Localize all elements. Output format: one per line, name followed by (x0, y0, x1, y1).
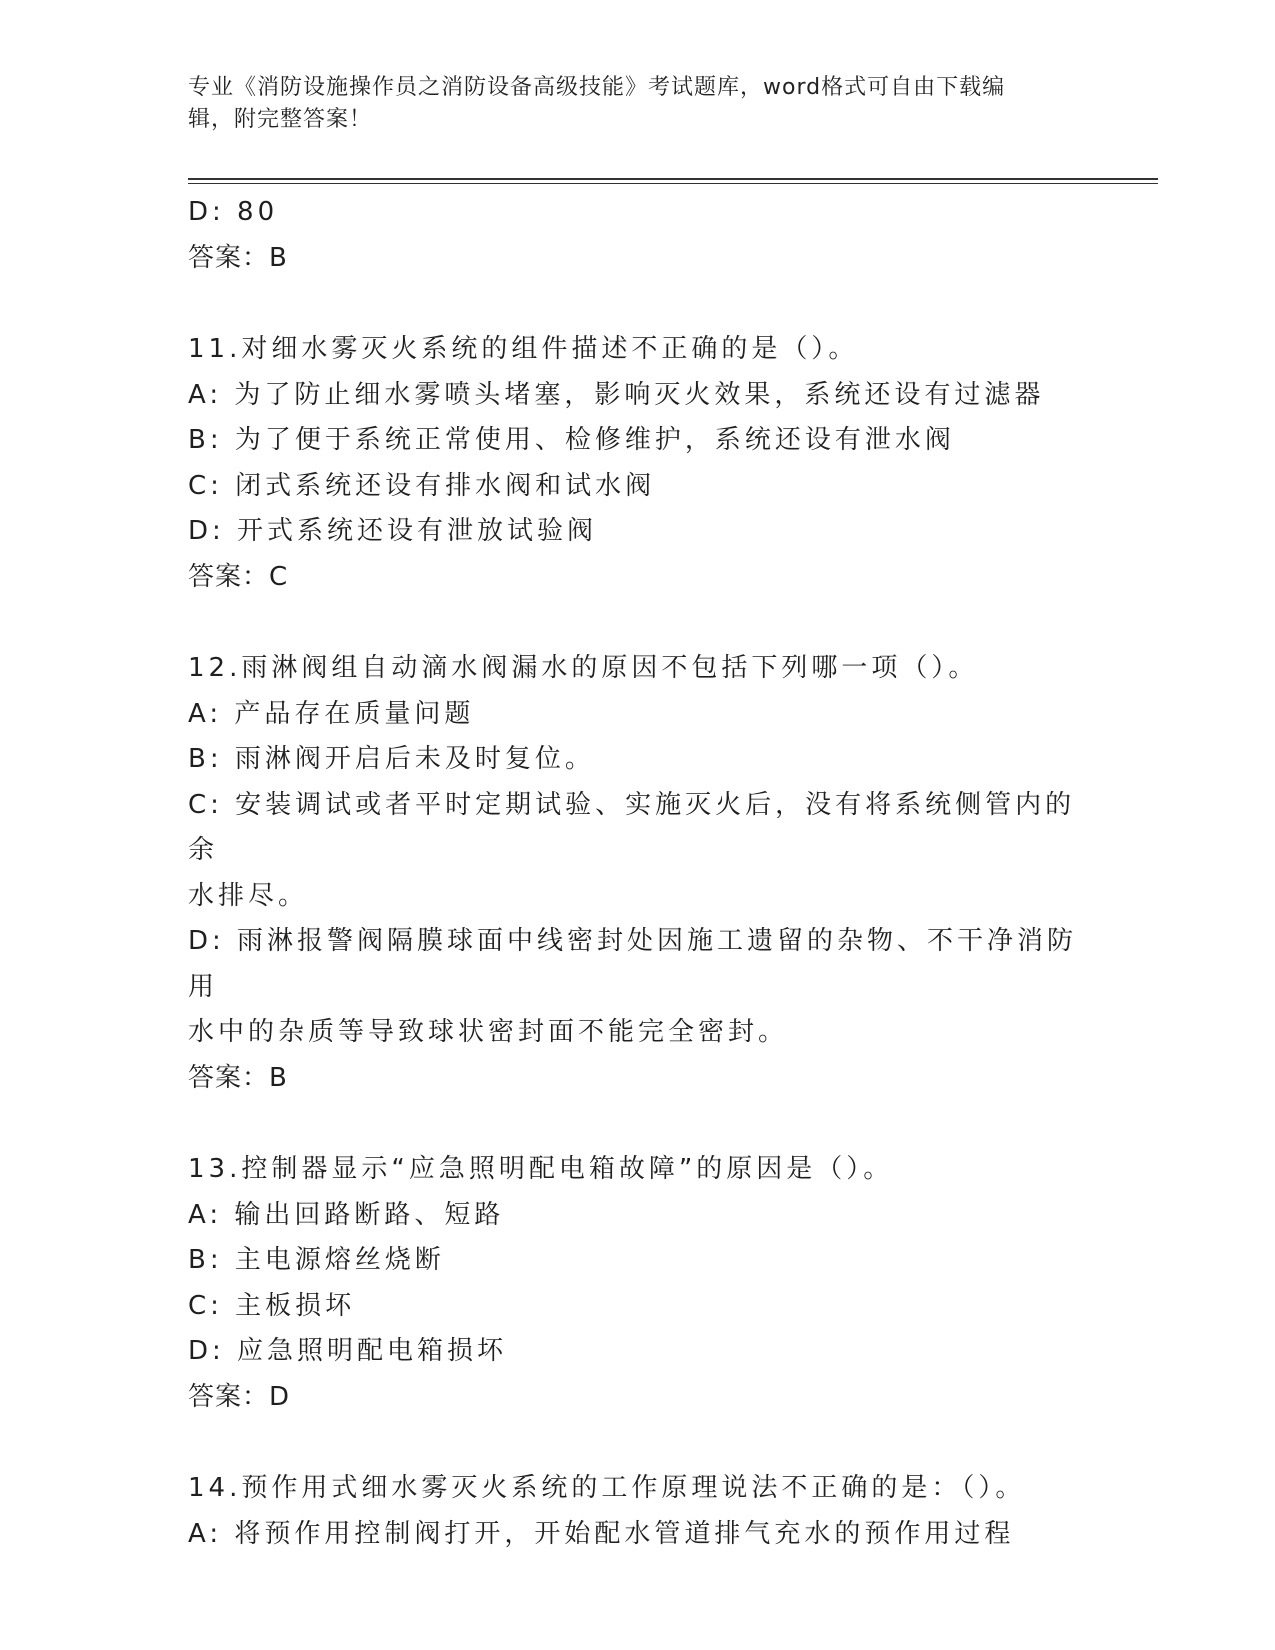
option-c: C: 闭式系统还设有排水阀和试水阀 (188, 470, 656, 501)
option-d: D: 开式系统还设有泄放试验阀 (188, 516, 598, 546)
question-text: 14.预作用式细水雾灭火系统的工作原理说法不正确的是：（）。 (188, 1473, 1026, 1503)
answer: 答案：B (188, 1062, 288, 1093)
spacer (188, 281, 1088, 327)
question-10-tail (188, 190, 1088, 281)
spacer (188, 1420, 1088, 1466)
option-d-line-2: 水中的杂质等导致球状密封面不能完全密封。 (188, 1017, 789, 1047)
option-b: B: 为了便于系统正常使用、检修维护，系统还设有泄水阀 (188, 425, 955, 455)
header-line-2: 辑，附完整答案！ (188, 107, 373, 132)
option-d-line-1: D: 雨淋报警阀隔膜球面中线密封处因施工遗留的杂物、不干净消防用 (188, 926, 1078, 1002)
answer: 答案：D (188, 1381, 291, 1412)
option-c: C: 主板损坏 (188, 1290, 356, 1321)
option-d: D: 80 (188, 197, 279, 227)
question-text: 13.控制器显示“应急照明配电箱故障”的原因是（）。 (188, 1154, 894, 1184)
question-text: 12.雨淋阀组自动滴水阀漏水的原因不包括下列哪一项（）。 (188, 653, 979, 683)
spacer (188, 600, 1088, 646)
question-11 (188, 327, 1088, 600)
option-a: A: 输出回路断路、短路 (188, 1199, 505, 1230)
question-14 (188, 1466, 1088, 1557)
option-b: B: 雨淋阀开启后未及时复位。 (188, 744, 595, 774)
option-a: A: 产品存在质量问题 (188, 698, 475, 729)
option-c-line-2: 水排尽。 (188, 880, 309, 911)
option-d: D: 应急照明配电箱损坏 (188, 1336, 508, 1366)
answer: 答案：B (188, 242, 288, 273)
document-body (188, 190, 1088, 1557)
option-a: A: 为了防止细水雾喷头堵塞，影响灭火效果，系统还设有过滤器 (188, 379, 1045, 410)
answer: 答案：C (188, 561, 289, 592)
header-divider (188, 178, 1158, 184)
spacer (188, 1101, 1088, 1147)
question-13 (188, 1147, 1088, 1420)
option-c-line-1: C: 安装调试或者平时定期试验、实施灭火后，没有将系统侧管内的余 (188, 789, 1076, 865)
option-b: B: 主电源熔丝烧断 (188, 1245, 445, 1275)
header-line-1: 专业《消防设施操作员之消防设备高级技能》考试题库，word格式可自由下载编 (188, 75, 1006, 100)
option-a: A: 将预作用控制阀打开，开始配水管道排气充水的预作用过程 (188, 1518, 1015, 1549)
page-header (188, 72, 1078, 136)
question-text: 11.对细水雾灭火系统的组件描述不正确的是（）。 (188, 334, 859, 364)
question-12 (188, 646, 1088, 1101)
